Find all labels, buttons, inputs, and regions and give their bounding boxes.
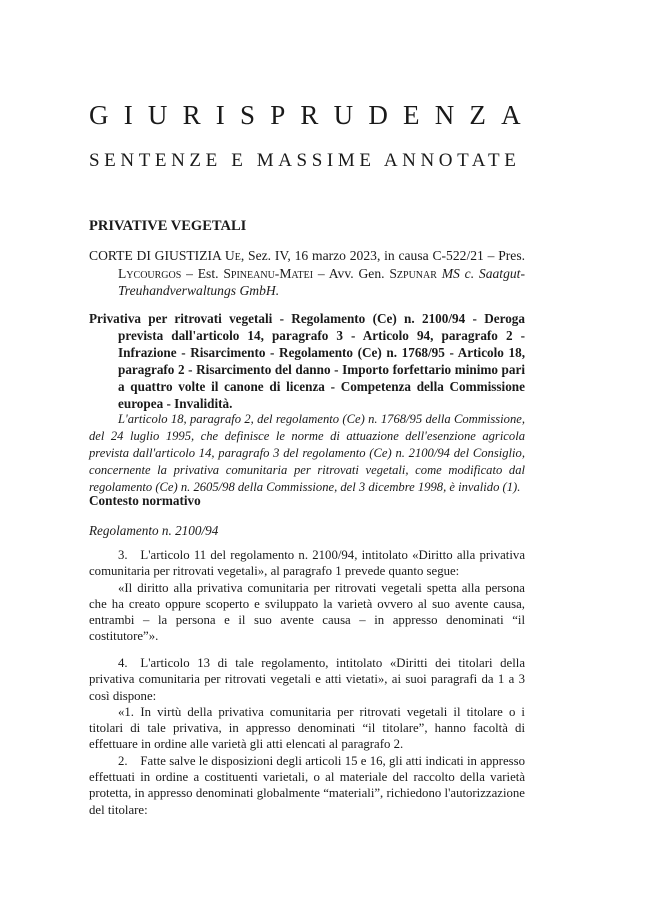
section-heading: PRIVATIVE VEGETALI	[89, 218, 247, 234]
journal-section-title: GIURISPRUDENZA	[89, 100, 536, 130]
paragraph-4-intro: 4. L'articolo 13 di tale regolamento, intitolato «Diritti dei titolari della privativa comunitaria per ritrovati vegetali e atti vietati», ai suoi paragrafi da 1 a 3 così dispone:	[89, 656, 525, 703]
paragraph-4-quote-1: «1. In virtù della privativa comunitaria per ritrovati vegetali il titolare o i titolari di tale privativa, in appresso denominati “il titolare”, hanno facoltà di effettuare in ordine alle varietà gli atti elencati al paragrafo 2.	[89, 704, 525, 752]
paragraph-3	[89, 547, 525, 645]
rapporteur-name: Spineanu-Matei	[223, 265, 314, 281]
regulation-heading: Regolamento n. 2100/94	[89, 523, 219, 538]
president-name: Lycourgos	[118, 265, 182, 281]
normative-context-heading: Contesto normativo	[89, 493, 201, 508]
paragraph-4-quote-2: 2. Fatte salve le disposizioni degli articoli 15 e 16, gli atti indicati in appresso effettuati in ordine a costituenti varietali, o al materiale del raccolto della varietà protetta, in appresso denominati globalmente “materiali”, richiedono l'autorizzazione del titolare:	[89, 753, 525, 817]
holding-statement	[89, 411, 525, 496]
paragraph-3-quote: «Il diritto alla privativa comunitaria per ritrovati vegetali spetta alla persona che ha creato oppure scoperto e sviluppato la varietà ovvero al suo avente causa, entrambi – la persona e il suo avente causa – in appresso denominati “il costitutore”».	[89, 580, 525, 644]
journal-section-subtitle: SENTENZE E MASSIME ANNOTATE	[89, 150, 521, 171]
headnote-text: Privativa per ritrovati vegetali - Regolamento (Ce) n. 2100/94 - Deroga prevista dall'articolo 14, paragrafo 3 - Articolo 94, paragrafo 2 - Infrazione - Risarcimento - Regolamento (Ce) n. 1768/95 - Articolo 18, paragrafo 2 - Risarcimento del danno - Importo forfettario minimo pari a quattro volte il canone di licenza - Competenza della Commissione europea - Invalidità.	[89, 311, 525, 411]
case-headnote	[89, 310, 525, 412]
holding-text: L'articolo 18, paragrafo 2, del regolamento (Ce) n. 1768/95 della Commissione, del 24 luglio 1995, che definisce le norme di attuazione dell'esenzione agricola prevista dall'articolo 14, paragrafo 3 del regolamento (Ce) n. 2100/94 del Consiglio, concernente la privativa comunitaria per ritrovati vegetali, come modificato dal regolamento (Ce) n. 2605/98 della Commissione, del 3 dicembre 1998, è invalido (1).	[89, 412, 525, 494]
court-citation-text: CORTE DI GIUSTIZIA Ue, Sez. IV, 16 marzo 2023, in causa C-522/21 – Pres. Lycourgos – Est. Spineanu-Matei – Avv. Gen. Szpunar MS c. Saatgut-Treuhandverwaltungs GmbH.	[89, 248, 526, 298]
paragraph-3-intro: 3. L'articolo 11 del regolamento n. 2100/94, intitolato «Diritto alla privativa comunitaria per ritrovati vegetali», al paragrafo 1 prevede quanto segue:	[89, 548, 525, 579]
paragraph-4	[89, 655, 525, 818]
case-parties: MS c. Saatgut-Treuhandverwaltungs GmbH.	[118, 265, 525, 298]
court-citation	[89, 247, 525, 300]
advocate-general-name: Szpunar	[389, 265, 437, 281]
